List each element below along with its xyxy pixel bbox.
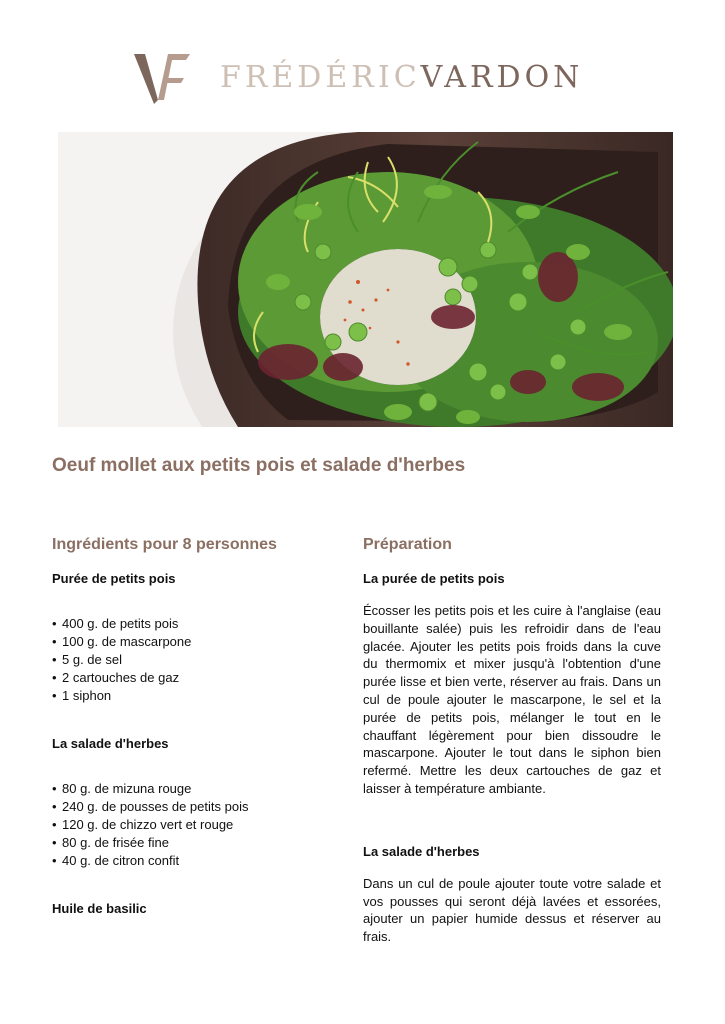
ingredient-list	[52, 780, 342, 870]
ingredient-group-title: La salade d'herbes	[52, 736, 169, 751]
ingredients-column	[52, 535, 342, 918]
ingredient-group-title: Purée de petits pois	[52, 571, 176, 586]
preparation-step-title: La salade d'herbes	[363, 843, 480, 859]
list-item: • 80 g. de frisée fine	[52, 834, 342, 852]
preparation-heading: Préparation	[363, 536, 452, 553]
list-item: • 2 cartouches de gaz	[52, 669, 342, 687]
list-item: • 40 g. de citron confit	[52, 852, 342, 870]
dish-photo	[58, 132, 673, 427]
preparation-column	[363, 535, 661, 946]
ingredient-list	[52, 615, 342, 705]
preparation-step-title: La purée de petits pois	[363, 571, 505, 586]
monogram-f-icon	[134, 52, 190, 108]
list-item: • 100 g. de mascarpone	[52, 633, 342, 651]
preparation-step-text: Dans un cul de poule ajouter toute votre salade et vos pousses qui seront déjà lavées et essorées, ajouter un papier humide dessus et réserver au frais.	[363, 875, 661, 945]
ingredients-heading: Ingrédients pour 8 personnes	[52, 536, 277, 553]
brand-logo	[134, 52, 594, 108]
preparation-step-text: Écosser les petits pois et les cuire à l'anglaise (eau bouillante salée) puis les refroidir dans de l'eau glacée. Ajouter les petits pois froids dans la cuve du thermomix et mixer jusqu'à l'obtention d'une purée lisse et bien verte, réserver au frais. Dans un cul de poule ajouter le mascarpone, le sel et la purée de petits pois, mélanger le tout en le chauffant légèrement pour bien dissoudre le mascarpone. Ajouter le tout dans le siphon bien refermé. Mettre les deux cartouches de gaz et laisser à température ambiante.	[363, 603, 661, 796]
brand-name	[220, 58, 583, 98]
brand-last-name: VARDON	[420, 60, 584, 95]
ingredient-group-title: Huile de basilic	[52, 901, 147, 916]
list-item: • 400 g. de petits pois	[52, 615, 342, 633]
list-item: • 5 g. de sel	[52, 651, 342, 669]
brand-first-name: FRÉDÉRIC	[220, 60, 421, 95]
list-item: • 120 g. de chizzo vert et rouge	[52, 816, 342, 834]
list-item: • 240 g. de pousses de petits pois	[52, 798, 342, 816]
list-item: • 1 siphon	[52, 687, 342, 705]
list-item: • 80 g. de mizuna rouge	[52, 780, 342, 798]
recipe-title: Oeuf mollet aux petits pois et salade d'herbes	[52, 455, 466, 476]
